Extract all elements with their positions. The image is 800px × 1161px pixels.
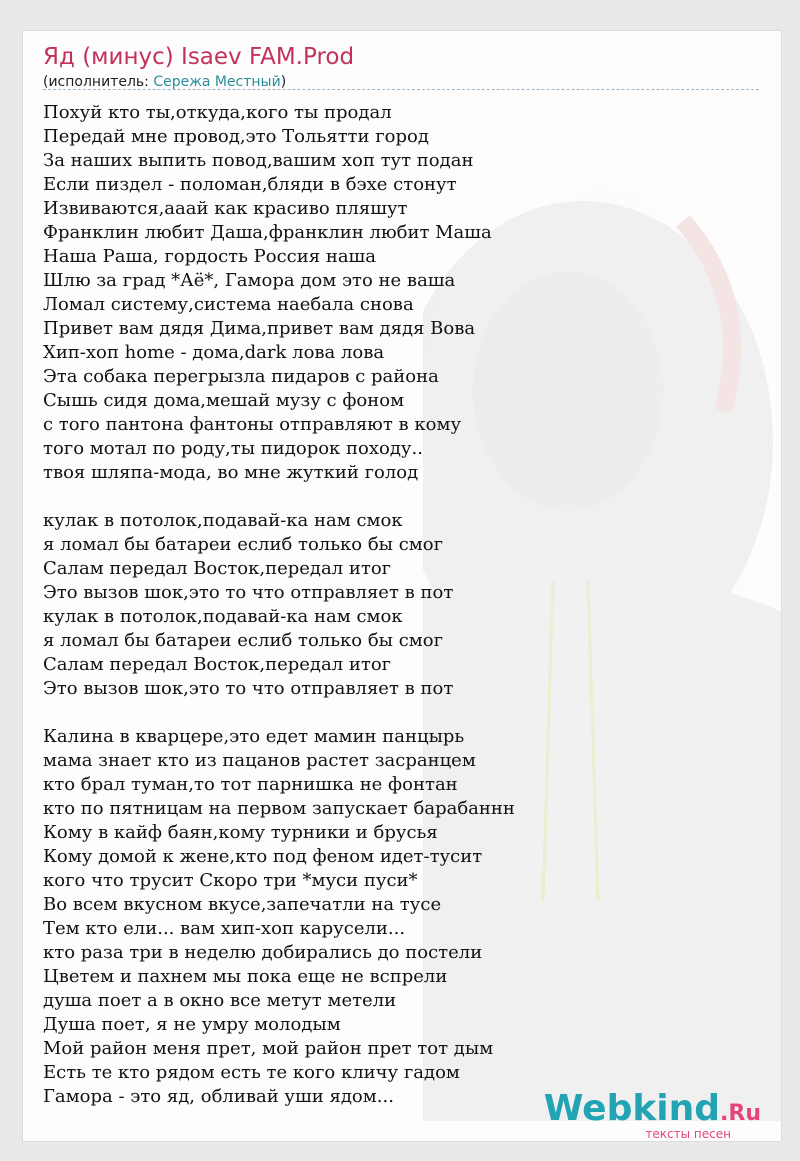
lyric-line: Тем кто ели... вам хип-хоп карусели...: [43, 918, 406, 939]
lyric-line: Наша Раша, гордость Россия наша: [43, 246, 377, 267]
lyric-line: Ломал систему,система наебала снова: [43, 294, 414, 315]
lyric-line: Привет вам дядя Дима,привет вам дядя Вова: [43, 318, 476, 339]
lyric-line: Передай мне провод,это Тольятти город: [43, 126, 429, 147]
lyric-line: Сышь сидя дома,мешай музу с фоном: [43, 390, 405, 411]
lyric-line: кто по пятницам на первом запускает барабаннн: [43, 798, 515, 819]
lyric-line: Цветем и пахнем мы пока еще не вспрели: [43, 966, 448, 987]
lyric-line: Похуй кто ты,откуда,кого ты продал: [43, 102, 392, 123]
lyric-line: Шлю за град *Аё*, Гамора дом это не ваша: [43, 270, 456, 291]
logo-tagline: тексты песен: [645, 1127, 731, 1141]
lyric-line: кулак в потолок,подавай-ка нам смок: [43, 510, 403, 531]
artist-prefix: (исполнитель:: [43, 74, 154, 90]
lyric-line: Гамора - это яд, обливай уши ядом...: [43, 1086, 394, 1107]
lyric-line: Калина в кварцере,это едет мамин панцырь: [43, 726, 465, 747]
lyric-line: того мотал по роду,ты пидорок походу..: [43, 438, 423, 459]
lyric-line: Извиваются,ааай как красиво пляшут: [43, 198, 408, 219]
lyric-line: кто раза три в неделю добирались до постели: [43, 942, 483, 963]
stanza-break: [43, 701, 743, 725]
lyric-line: За наших выпить повод,вашим хоп тут подан: [43, 150, 474, 171]
lyric-line: Во всем вкусном вкусе,запечатли на тусе: [43, 894, 442, 915]
song-header: [43, 41, 761, 91]
stanza-break: [43, 485, 743, 509]
lyric-line: Это вызов шок,это то что отправляет в пот: [43, 582, 454, 603]
lyric-line: твоя шляпа-мода, во мне жуткий голод: [43, 462, 419, 483]
lyric-line: Салам передал Восток,передал итог: [43, 558, 392, 579]
lyric-line: кто брал туман,то тот парнишка не фонтан: [43, 774, 458, 795]
lyric-line: Хип-хоп home - дома,dark лова лова: [43, 342, 385, 363]
song-title: Яд (минус) Isaev FAM.Prod: [43, 44, 355, 70]
lyric-line: Франклин любит Даша,франклин любит Маша: [43, 222, 492, 243]
lyric-line: Душа поет, я не умру молодым: [43, 1014, 341, 1035]
logo-domain: .Ru: [720, 1101, 761, 1126]
logo-text: Webkind: [543, 1088, 721, 1129]
lyric-line: кулак в потолок,подавай-ка нам смок: [43, 606, 403, 627]
artist-suffix: ): [280, 74, 287, 90]
lyrics-card: [22, 30, 782, 1142]
lyric-line: Если пиздел - поломан,бляди в бэхе стонут: [43, 174, 457, 195]
site-logo[interactable]: [544, 1090, 761, 1141]
header-divider: [43, 89, 759, 90]
lyric-line: я ломал бы батареи еслиб только бы смог: [43, 534, 444, 555]
lyric-line: Это вызов шок,это то что отправляет в пот: [43, 678, 454, 699]
lyric-line: Кому домой к жене,кто под феном идет-тусит: [43, 846, 483, 867]
artist-link[interactable]: Сережа Местный: [153, 74, 281, 90]
lyric-line: душа поет а в окно все метут метели: [43, 990, 397, 1011]
lyric-line: Салам передал Восток,передал итог: [43, 654, 392, 675]
lyrics-text: [43, 101, 743, 1109]
lyric-line: Эта собака перегрызла пидаров с района: [43, 366, 439, 387]
lyric-line: Кому в кайф баян,кому турники и брусья: [43, 822, 438, 843]
lyric-line: с того пантона фантоны отправляют в кому: [43, 414, 462, 435]
lyric-line: кого что трусит Скоро три *муси пуси*: [43, 870, 418, 891]
lyric-line: я ломал бы батареи еслиб только бы смог: [43, 630, 444, 651]
lyric-line: мама знает кто из пацанов растет засранцем: [43, 750, 476, 771]
lyric-line: Мой район меня прет, мой район прет тот дым: [43, 1038, 494, 1059]
lyric-line: Есть те кто рядом есть те кого кличу гадом: [43, 1062, 460, 1083]
